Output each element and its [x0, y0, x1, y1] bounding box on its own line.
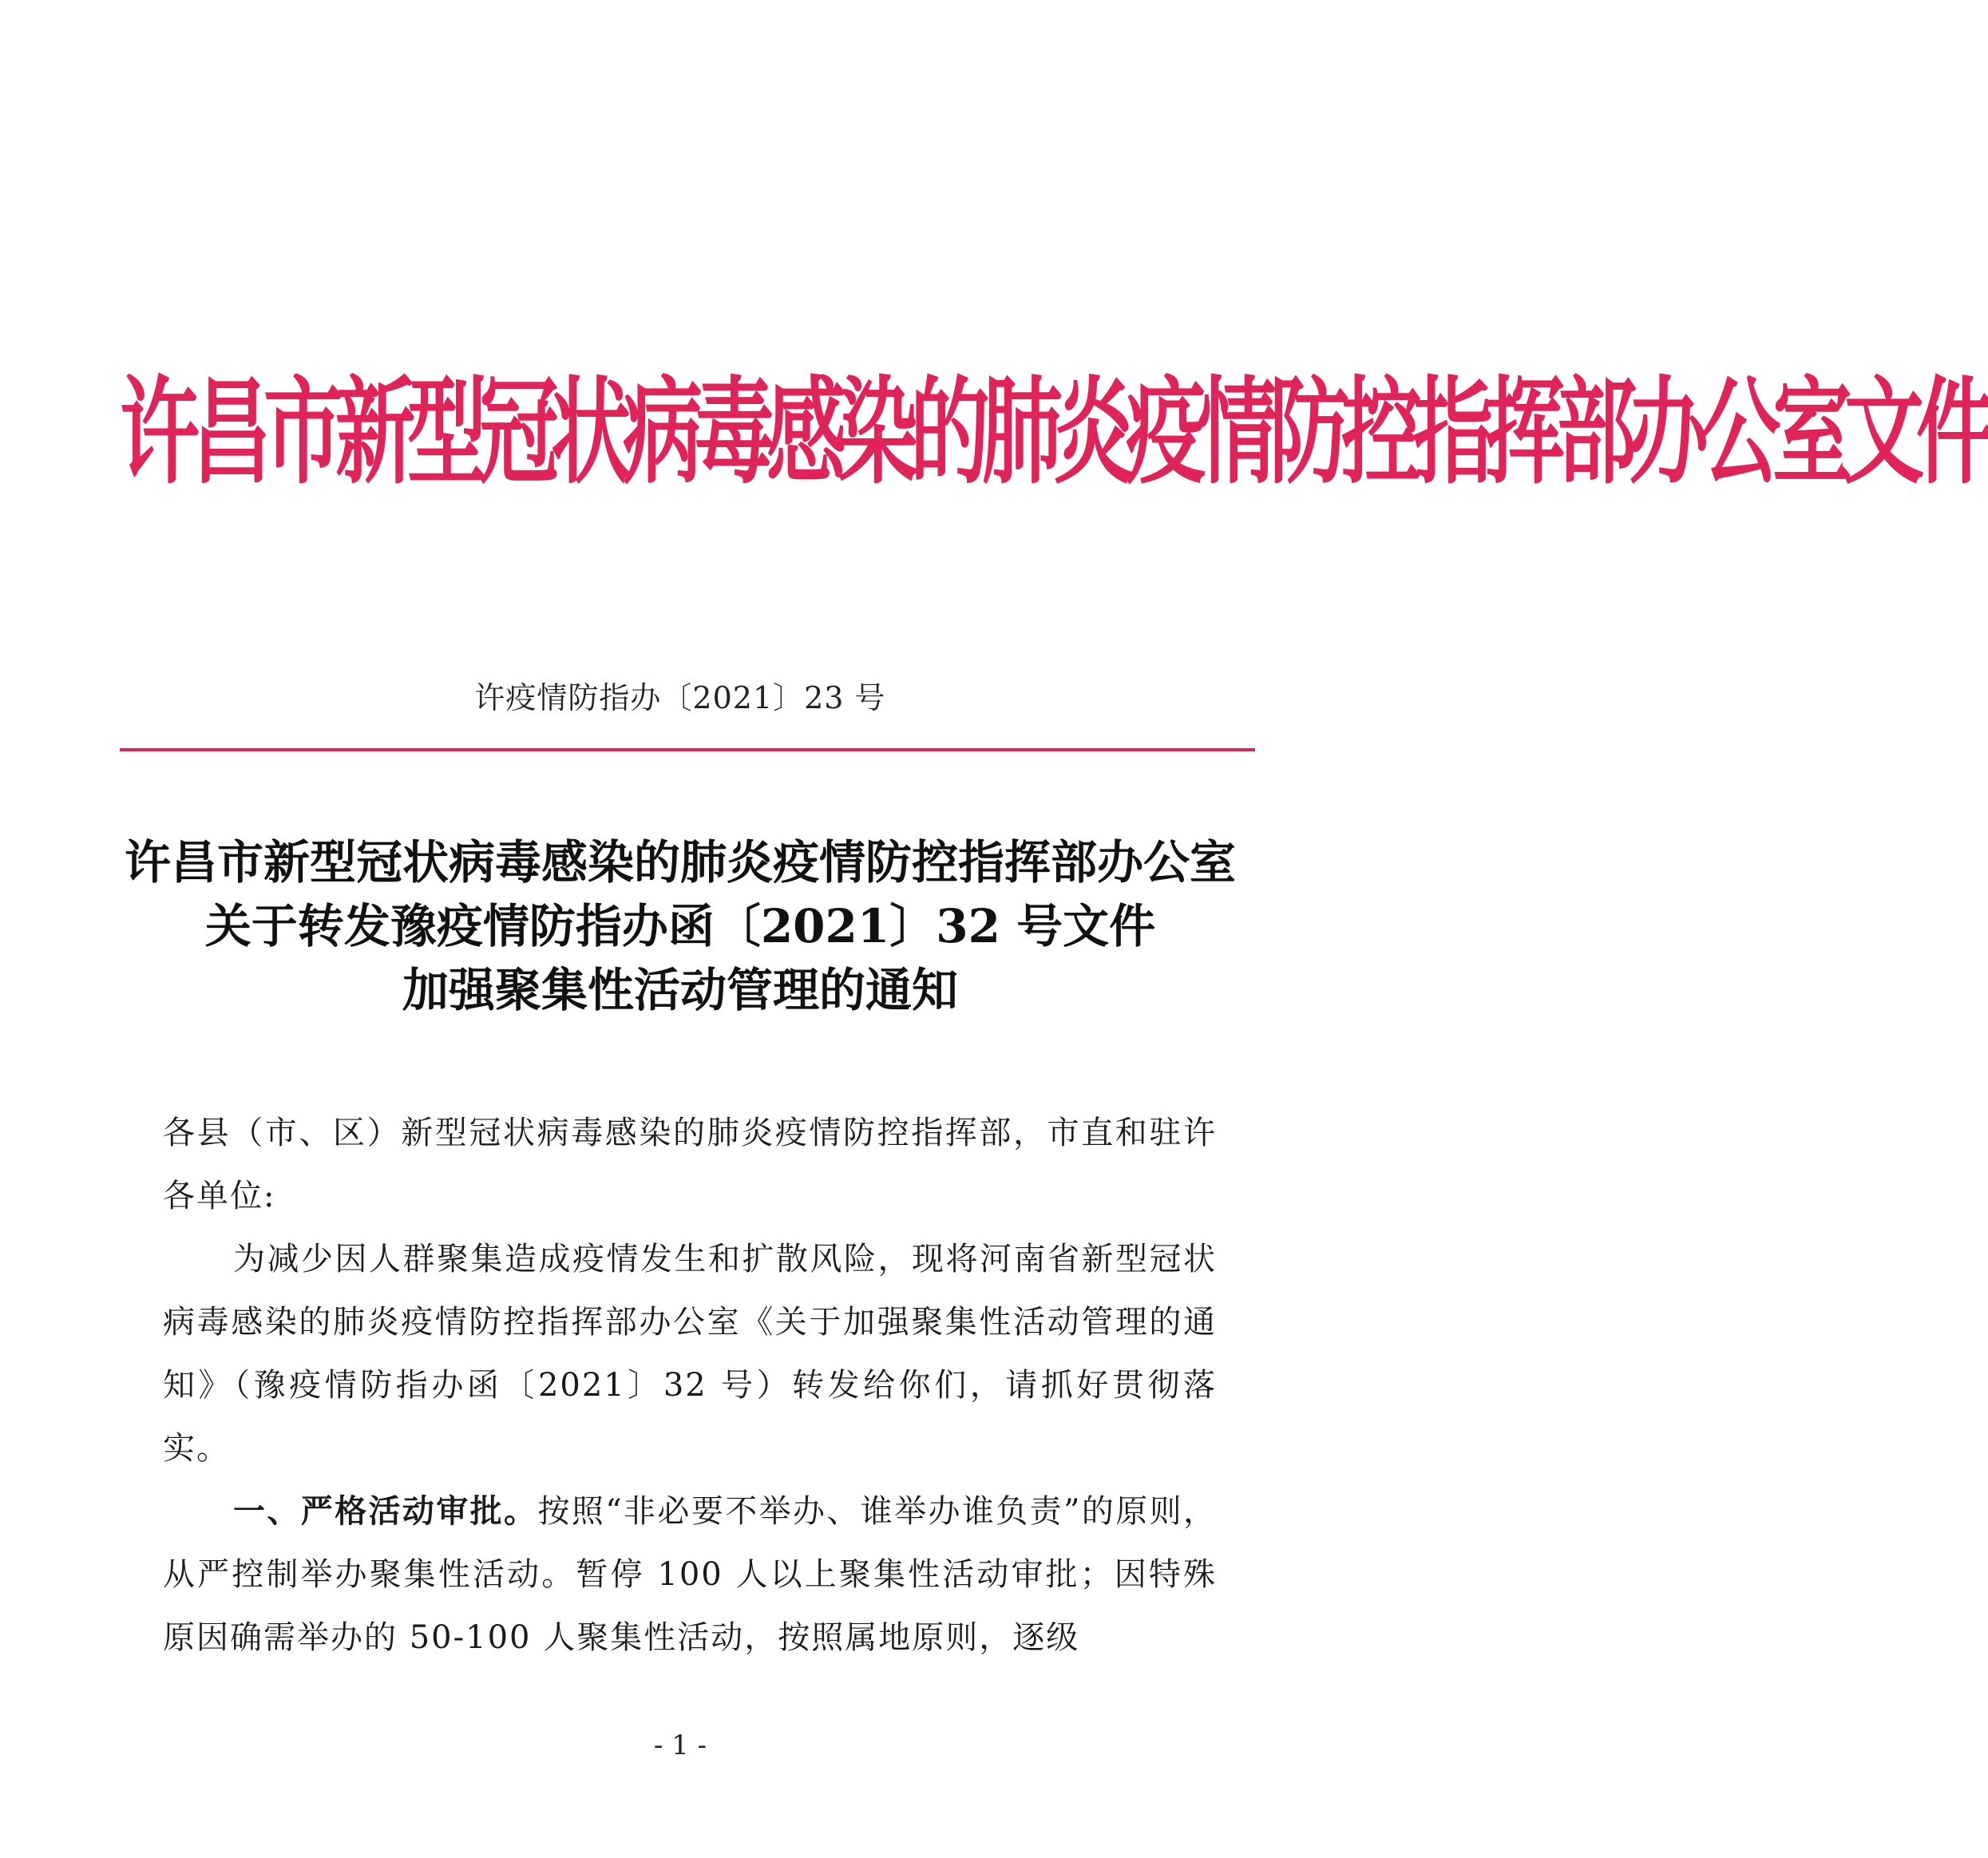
title-line-1: 许昌市新型冠状病毒感染的肺炎疫情防控指挥部办公室 [124, 835, 1236, 889]
body-paragraph-2 [163, 1480, 1217, 1670]
title-line-3: 加强聚集性活动管理的通知 [402, 963, 958, 1017]
salutation: 各县（市、区）新型冠状病毒感染的肺炎疫情防控指挥部，市直和驻许各单位: [163, 1115, 1217, 1214]
document-body [163, 1102, 1217, 1670]
issuer-banner: 许昌市新型冠状病毒感染的肺炎疫情防控指挥部办公室文件 [120, 364, 1988, 501]
section-1-heading: 一、严格活动审批。 [233, 1493, 538, 1530]
title-line-2: 关于转发豫疫情防指办函〔2021〕32 号文件 [204, 899, 1156, 953]
page-number: - 1 - [653, 1729, 707, 1761]
section-1-text: 按照“非必要不举办、谁举办谁负责”的原则，从严控制举办聚集性活动。暂停 100 人以上聚集性活动审批；因特殊原因确需举办的 50-100 人聚集性活动，按照属地原则，逐级 [163, 1493, 1218, 1656]
document-number: 许疫情防指办〔2021〕23 号 [474, 680, 886, 715]
red-divider-line [120, 748, 1255, 751]
body-paragraph-1: 为减少因人群聚集造成疫情发生和扩散风险，现将河南省新型冠状病毒感染的肺炎疫情防控指挥部办公室《关于加强聚集性活动管理的通知》（豫疫情防指办函〔2021〕32 号）转发给你们，请抓好贯彻落实。 [163, 1241, 1217, 1467]
document-title [120, 830, 1241, 1022]
